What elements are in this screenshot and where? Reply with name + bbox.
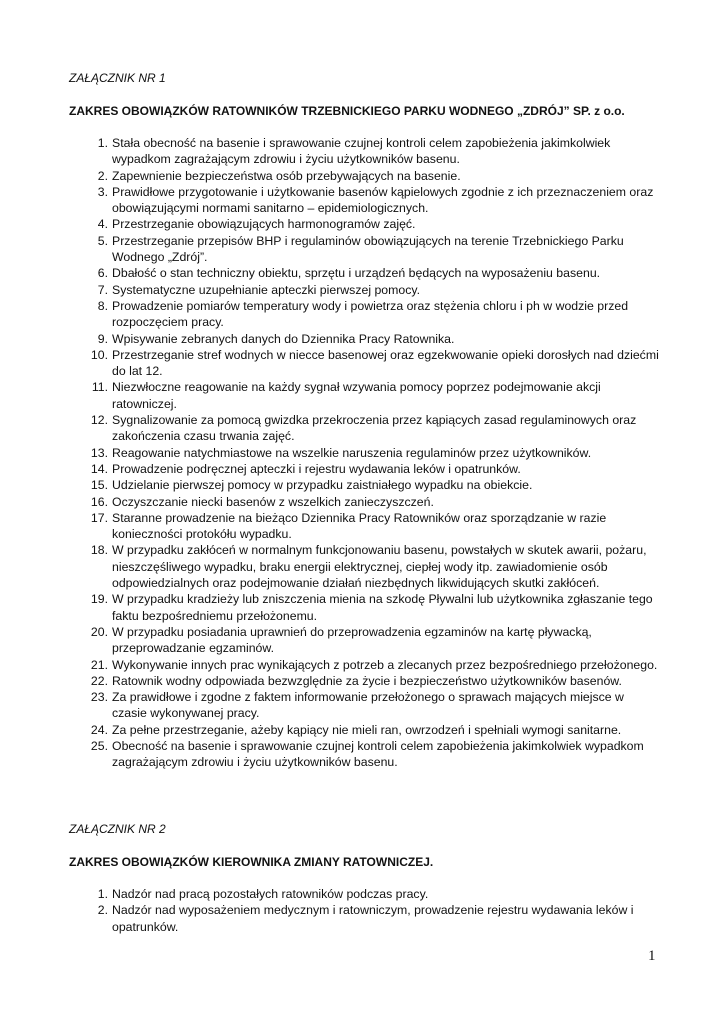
list-item-number: 8. <box>97 298 108 313</box>
list-item-text: Prowadzenie pomiarów temperatury wody i powietrza oraz stężenia chloru i ph w wodzie przed rozpoczęciem pracy. <box>112 298 629 330</box>
list-item-text: Przestrzeganie obowiązujących harmonogramów zajęć. <box>112 217 416 232</box>
list-item <box>84 657 659 673</box>
list-item-number: 9. <box>97 331 108 346</box>
list-item <box>84 738 659 771</box>
annex-2-label: ZAŁĄCZNIK NR 2 <box>69 822 166 836</box>
list-item-text: Wykonywanie innych prac wynikających z potrzeb a zlecanych przez bezpośredniego przełożonego. <box>112 657 658 672</box>
list-item-text: Przestrzeganie stref wodnych w niecce basenowej oraz egzekwowanie opieki dorosłych nad dziećmi do lat 12. <box>112 347 659 379</box>
list-item <box>84 216 659 232</box>
list-item-text: Niezwłoczne reagowanie na każdy sygnał wzywania pomocy poprzez podejmowanie akcji ratowniczej. <box>112 380 601 411</box>
list-item <box>84 494 659 510</box>
list-item-text: Sygnalizowanie za pomocą gwizdka przekroczenia przez kąpiących zasad regulaminowych oraz zakończenia czasu trwania zajęć. <box>112 413 637 444</box>
list-item-number: 13. <box>90 445 108 460</box>
list-item-number: 7. <box>97 282 108 297</box>
list-item-number: 6. <box>97 266 108 281</box>
list-item-text: Prowadzenie podręcznej apteczki i rejestru wydawania leków i opatrunków. <box>112 461 521 476</box>
list-item-text: W przypadku posiadania uprawnień do przeprowadzenia egzaminów na kartę pływacką, przeprowadzanie egzaminów. <box>112 624 592 656</box>
list-item-text: W przypadku zakłóceń w normalnym funkcjonowaniu basenu, powstałych w skutek awarii, pożaru, nieszczęśliwego wypadku, braku energii elektrycznej, ciepłej wody itp. zawiadomienie osób odpowiedzialnych oraz podejmowanie działań niezbędnych likwidujących skutki zakłóceń. <box>112 543 647 591</box>
list-item <box>84 265 659 281</box>
annex-2-duties-list <box>84 886 659 935</box>
annex-2-title: ZAKRES OBOWIĄZKÓW KIEROWNIKA ZMIANY RATOWNICZEJ. <box>69 855 434 869</box>
list-item-text: Oczyszczanie niecki basenów z wszelkich zanieczyszczeń. <box>112 494 434 509</box>
list-item-number: 24. <box>90 722 108 737</box>
list-item-number: 20. <box>90 624 108 639</box>
list-item-number: 18. <box>90 543 108 558</box>
list-item <box>84 347 659 380</box>
list-item-text: Dbałość o stan techniczny obiektu, sprzętu i urządzeń będących na wyposażeniu basenu. <box>112 266 601 281</box>
list-item <box>84 722 659 738</box>
list-item <box>84 412 659 445</box>
list-item <box>84 902 659 935</box>
list-item-number: 2. <box>97 903 108 918</box>
list-item <box>84 379 659 412</box>
list-item-text: Ratownik wodny odpowiada bezwzględnie za życie i bezpieczeństwo użytkowników basenów. <box>112 673 622 688</box>
list-item-number: 25. <box>90 738 108 753</box>
list-item <box>84 461 659 477</box>
list-item-number: 21. <box>90 657 108 672</box>
list-item <box>84 168 659 184</box>
list-item-number: 16. <box>90 494 108 509</box>
list-item-text: Obecność na basenie i sprawowanie czujnej kontroli celem zapobieżenia jakimkolwiek wypadkom zagrażającym zdrowiu i życiu użytkowników basenu. <box>112 738 644 770</box>
list-item-number: 19. <box>90 592 108 607</box>
list-item-number: 23. <box>90 690 108 705</box>
list-item-number: 3. <box>97 184 108 199</box>
list-item-text: Nadzór nad pracą pozostałych ratowników podczas pracy. <box>112 887 429 901</box>
page-number: 1 <box>648 948 656 964</box>
list-item-number: 22. <box>90 673 108 688</box>
list-item-text: W przypadku kradzieży lub zniszczenia mienia na szkodę Pływalni lub użytkownika zgłaszanie tego faktu bezpośredniemu przełożonemu. <box>112 592 653 623</box>
list-item-number: 17. <box>90 510 108 525</box>
list-item <box>84 331 659 347</box>
list-item-text: Nadzór nad wyposażeniem medycznym i ratowniczym, prowadzenie rejestru wydawania leków i opatrunków. <box>112 903 634 934</box>
list-item <box>84 135 659 168</box>
list-item <box>84 298 659 331</box>
list-item <box>84 282 659 298</box>
list-item-number: 1. <box>97 887 108 901</box>
list-item <box>84 591 659 624</box>
list-item-number: 15. <box>90 478 108 493</box>
annex-1-title: ZAKRES OBOWIĄZKÓW RATOWNIKÓW TRZEBNICKIEGO PARKU WODNEGO „ZDRÓJ” SP. z o.o. <box>69 104 625 118</box>
list-item-text: Przestrzeganie przepisów BHP i regulaminów obowiązujących na terenie Trzebnickiego Parku Wodnego „Zdrój”. <box>112 233 624 265</box>
list-item-text: Udzielanie pierwszej pomocy w przypadku zaistniałego wypadku na obiekcie. <box>112 478 533 493</box>
list-item <box>84 445 659 461</box>
list-item <box>84 886 659 902</box>
list-item-number: 4. <box>97 217 108 232</box>
annex-1-label: ZAŁĄCZNIK NR 1 <box>69 71 166 85</box>
list-item <box>84 624 659 657</box>
list-item-number: 14. <box>90 461 108 476</box>
annex-1-duties-list <box>84 135 659 771</box>
list-item <box>84 510 659 543</box>
list-item-number: 2. <box>97 168 108 183</box>
list-item-text: Za prawidłowe i zgodne z faktem informowanie przełożonego o sprawach mających miejsce w czasie wykonywanej pracy. <box>112 690 624 721</box>
list-item-number: 5. <box>97 233 108 248</box>
list-item-text: Staranne prowadzenie na bieżąco Dziennika Pracy Ratowników oraz sporządzanie w razie konieczności protokółu wypadku. <box>112 510 607 542</box>
list-item <box>84 673 659 689</box>
list-item-number: 12. <box>90 413 108 428</box>
list-item-text: Prawidłowe przygotowanie i użytkowanie basenów kąpielowych zgodnie z ich przeznaczeniem oraz obowiązującymi normami sanitarno – epidemiologicznych. <box>112 184 654 216</box>
list-item <box>84 542 659 591</box>
list-item-number: 10. <box>90 347 108 362</box>
list-item-number: 11. <box>91 380 108 395</box>
list-item <box>84 689 659 722</box>
list-item-text: Stała obecność na basenie i sprawowanie czujnej kontroli celem zapobieżenia jakimkolwiek wypadkom zagrażającym zdrowiu i życiu użytkowników basenu. <box>112 136 611 167</box>
list-item <box>84 477 659 493</box>
list-item-text: Za pełne przestrzeganie, ażeby kąpiący nie mieli ran, owrzodzeń i spełniali wymogi sanitarne. <box>112 722 622 737</box>
list-item-text: Systematyczne uzupełnianie apteczki pierwszej pomocy. <box>112 282 421 297</box>
list-item <box>84 184 659 217</box>
list-item <box>84 233 659 266</box>
list-item-text: Reagowanie natychmiastowe na wszelkie naruszenia regulaminów przez użytkowników. <box>112 445 592 460</box>
list-item-text: Zapewnienie bezpieczeństwa osób przebywających na basenie. <box>112 168 461 183</box>
list-item-number: 1. <box>97 136 108 150</box>
list-item-text: Wpisywanie zebranych danych do Dziennika Pracy Ratownika. <box>112 331 455 346</box>
